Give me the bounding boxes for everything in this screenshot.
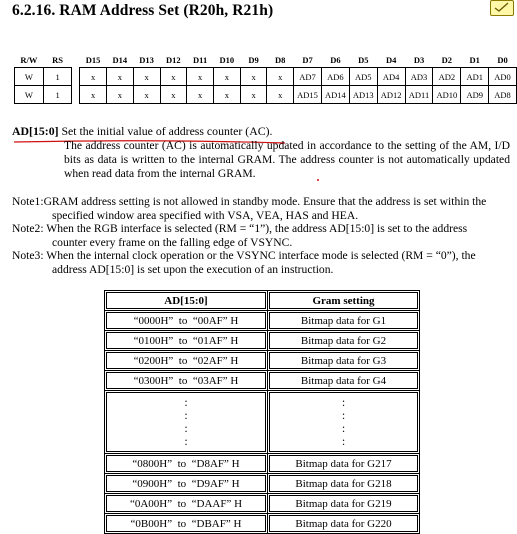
bit-cell: x — [187, 86, 214, 104]
ac-field-name: AD[15:0] — [12, 124, 59, 138]
bit-cell: W — [15, 86, 44, 104]
note-label: Note2: — [12, 222, 47, 235]
bit-header-cell: R/W — [20, 54, 38, 65]
bit-cell: x — [133, 86, 160, 104]
bit-header-cell: D7 — [302, 54, 313, 65]
bit-header-cell: D15 — [85, 54, 101, 65]
bit-cell: x — [213, 68, 240, 86]
note-glyph-icon — [494, 2, 510, 13]
setting-cell: Bitmap data for G3 — [268, 351, 420, 371]
gram-setting-table — [104, 290, 420, 534]
header-setting: Gram setting — [268, 291, 420, 311]
bit-cell: x — [267, 68, 294, 86]
section-heading: 6.2.16. RAM Address Set (R20h, R21h) — [12, 2, 274, 19]
bit-cell: AD14 — [321, 86, 349, 104]
bit-cell: AD12 — [377, 86, 405, 104]
setting-cell: Bitmap data for G1 — [268, 311, 420, 331]
bit-header-cell: D9 — [248, 54, 259, 65]
table-row — [105, 514, 420, 534]
sticky-note-icon[interactable] — [490, 0, 514, 16]
note-2 — [12, 222, 510, 250]
addr-cell: “0100H” to “01AF” H — [105, 331, 268, 351]
bit-cell: x — [80, 86, 107, 104]
addr-cell: “0A00H” to “DAAF” H — [105, 494, 268, 514]
bit-cell: AD2 — [433, 68, 461, 86]
bit-cell: x — [107, 68, 134, 86]
ac-paragraph: The address counter (AC) is automatically updated in accordance to the setting of the AM, I/D bits as data is written to the internal GRAM. The address counter is not automatically updated when read data from the internal GRAM. — [64, 139, 510, 180]
register-row — [15, 86, 517, 104]
note-3 — [12, 249, 510, 277]
setting-cell: Bitmap data for G218 — [268, 474, 420, 494]
ac-field-desc: Set the initial value of address counter (AC). — [58, 124, 273, 138]
gap-cell — [72, 86, 80, 104]
bit-cell: AD5 — [349, 68, 377, 86]
setting-cell: Bitmap data for G220 — [268, 514, 420, 534]
table-row — [105, 474, 420, 494]
bit-cell: 1 — [43, 68, 72, 86]
gap-cell — [72, 68, 80, 86]
table-row — [105, 331, 420, 351]
bit-cell: AD3 — [405, 68, 433, 86]
addr-cell: “0900H” to “D9AF” H — [105, 474, 268, 494]
bit-header-cell: D11 — [193, 54, 208, 65]
note-text: GRAM address setting is not allowed in standby mode. Ensure that the address is set within the — [43, 195, 487, 208]
setting-cell: Bitmap data for G219 — [268, 494, 420, 514]
bit-header-cell: D1 — [469, 54, 480, 65]
bit-cell: AD13 — [349, 86, 377, 104]
bit-cell: AD11 — [405, 86, 433, 104]
bit-cell: x — [187, 68, 214, 86]
bit-cell: W — [15, 68, 44, 86]
ellipsis-cell: : : : : — [268, 391, 420, 454]
addr-cell: “0B00H” to “DBAF” H — [105, 514, 268, 534]
bit-header-cell: D13 — [139, 54, 154, 65]
addr-cell: “0300H” to “03AF” H — [105, 371, 268, 391]
note-text-cont: counter every frame on the falling edge of VSYNC. — [52, 236, 293, 249]
note-text-cont: address AD[15:0] is set upon the execution of an instruction. — [52, 263, 334, 276]
note-1 — [12, 195, 510, 223]
bit-cell: x — [160, 68, 187, 86]
bit-cell: x — [133, 68, 160, 86]
bit-cell: x — [213, 86, 240, 104]
bit-cell: x — [240, 68, 267, 86]
bit-cell: AD9 — [461, 86, 489, 104]
addr-cell: “0800H” to “D8AF” H — [105, 454, 268, 474]
bit-header-cell: D10 — [219, 54, 235, 65]
note-text: When the RGB interface is selected (RM = “1”), the address AD[15:0] is set to the address — [46, 222, 468, 235]
bit-cell: x — [107, 86, 134, 104]
bit-cell: AD1 — [461, 68, 489, 86]
bit-header-cell: D6 — [330, 54, 341, 65]
table-row — [105, 494, 420, 514]
setting-cell: Bitmap data for G4 — [268, 371, 420, 391]
ac-definition — [12, 124, 272, 139]
bit-cell: x — [160, 86, 187, 104]
table-row — [105, 351, 420, 371]
bit-cell: x — [267, 86, 294, 104]
register-row — [15, 68, 517, 86]
note-text: When the internal clock operation or the VSYNC interface mode is selected (RM = “0”), the — [46, 249, 476, 262]
header-addr: AD[15:0] — [105, 291, 268, 311]
register-bit-table — [14, 52, 517, 104]
ellipsis-cell: : : : : — [105, 391, 268, 454]
table-row — [105, 454, 420, 474]
note-label: Note3: — [12, 249, 47, 262]
bit-cell: AD4 — [377, 68, 405, 86]
note-label: Note1: — [12, 195, 44, 208]
bit-cell: x — [80, 68, 107, 86]
addr-cell: “0000H” to “00AF” H — [105, 311, 268, 331]
note-text-cont: specified window area specified with VSA, VEA, HAS and HEA. — [52, 209, 359, 222]
setting-cell: Bitmap data for G217 — [268, 454, 420, 474]
bit-cell: AD10 — [433, 86, 461, 104]
addr-cell: “0200H” to “02AF” H — [105, 351, 268, 371]
bit-header-cell: D2 — [441, 54, 453, 65]
table-row — [105, 371, 420, 391]
bit-cell: AD6 — [321, 68, 349, 86]
bit-cell: 1 — [43, 86, 72, 104]
bit-cell: AD8 — [489, 86, 517, 104]
setting-cell: Bitmap data for G2 — [268, 331, 420, 351]
bit-header-cell: D0 — [497, 54, 508, 65]
bit-cell: AD15 — [294, 86, 322, 104]
gap-cell — [72, 52, 80, 68]
bit-header-cell: RS — [52, 54, 63, 65]
bit-header-cell: D3 — [413, 54, 425, 65]
ellipsis-row — [105, 391, 420, 454]
bit-cell: AD0 — [489, 68, 517, 86]
bit-header-cell: D14 — [112, 54, 128, 65]
bit-header-cell: D12 — [166, 54, 181, 65]
bit-header-cell: D8 — [275, 54, 286, 65]
bit-header-cell: D4 — [385, 54, 397, 65]
register-header-row — [15, 52, 517, 68]
table-row — [105, 311, 420, 331]
table-header-row — [105, 291, 420, 311]
bit-cell: AD7 — [294, 68, 322, 86]
bit-header-cell: D5 — [358, 54, 369, 65]
bit-cell: x — [240, 86, 267, 104]
